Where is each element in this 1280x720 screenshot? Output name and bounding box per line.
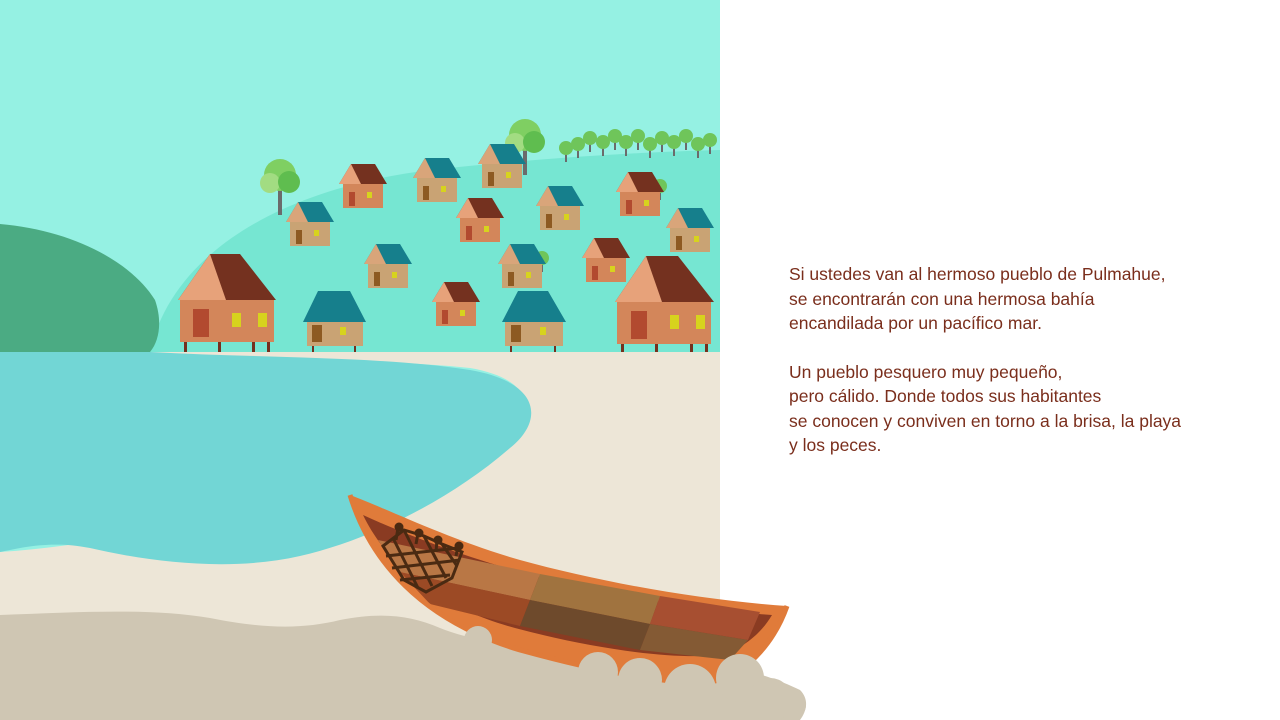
story-line: y los peces. [789, 435, 882, 455]
story-line: se conocen y conviven en torno a la brisa, la playa [789, 410, 1182, 431]
story-paragraph-2 [789, 360, 1249, 458]
story-line: encandilada por un pacífico mar. [789, 313, 1042, 333]
story-line: pero cálido. Donde todos sus habitantes [789, 386, 1102, 406]
story-line: Un pueblo pesquero muy pequeño, [789, 361, 1063, 382]
story-text [789, 262, 1249, 482]
story-paragraph-1 [789, 262, 1249, 336]
story-line: Si ustedes van al hermoso pueblo de Pulmahue, [789, 264, 1166, 284]
story-line: se encontrarán con una hermosa bahía [789, 288, 1095, 309]
